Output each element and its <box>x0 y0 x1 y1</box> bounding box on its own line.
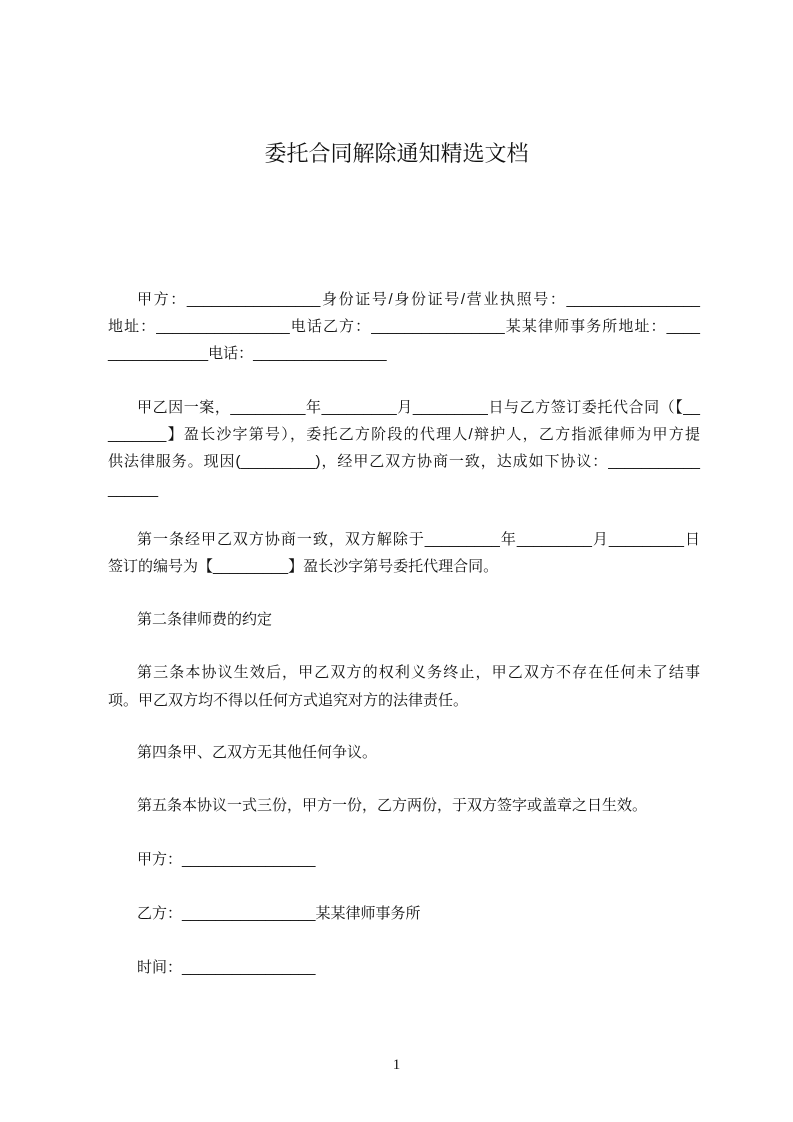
article-3-line: 第三条本协议生效后，甲乙双方的权利义务终止，甲乙双方不存在任何未了结事 <box>137 664 700 681</box>
page-number: 1 <box>392 1057 401 1073</box>
article-1-line: 第一条经甲乙双方协商一致，双方解除于_________年_________月_________日 <box>137 531 700 548</box>
article-5-paragraph: 第五条本协议一式三份，甲方一份，乙方两份，于双方签字或盖章之日生效。 <box>137 797 648 814</box>
case-description-line: 供法律服务。现因(_________)，经甲乙双方协商一致，达成如下协议：___________ <box>108 453 700 470</box>
signature-party-b: 乙方：________________某某律师事务所 <box>137 905 421 922</box>
party-info-line: ____________电话：________________ <box>108 345 387 362</box>
signature-date: 时间：________________ <box>137 959 316 976</box>
article-3-line: 项。甲乙双方均不得以任何方式追究对方的法律责任。 <box>108 692 469 709</box>
document-title: 委托合同解除通知精选文档 <box>264 142 529 167</box>
party-info-line: 甲方：________________身份证号/身份证号/营业执照号：________________ <box>137 291 700 308</box>
article-1-line: 签订的编号为【_________】盈长沙字第号委托代理合同。 <box>108 558 499 575</box>
case-description-line: 甲乙因一案，_________年_________月_________日与乙方签订委托代合同（【__ <box>137 399 700 416</box>
signature-party-a: 甲方：________________ <box>137 851 316 868</box>
party-info-line: 地址：________________电话乙方：________________某某律师事务所地址：____ <box>108 318 700 335</box>
article-2-paragraph: 第二条律师费的约定 <box>137 611 273 628</box>
case-description-line: _______】盈长沙字第号），委托乙方阶段的代理人/辩护人，乙方指派律师为甲方提 <box>108 426 700 443</box>
article-4-paragraph: 第四条甲、乙双方无其他任何争议。 <box>137 744 378 761</box>
case-description-line: ______ <box>108 481 159 498</box>
